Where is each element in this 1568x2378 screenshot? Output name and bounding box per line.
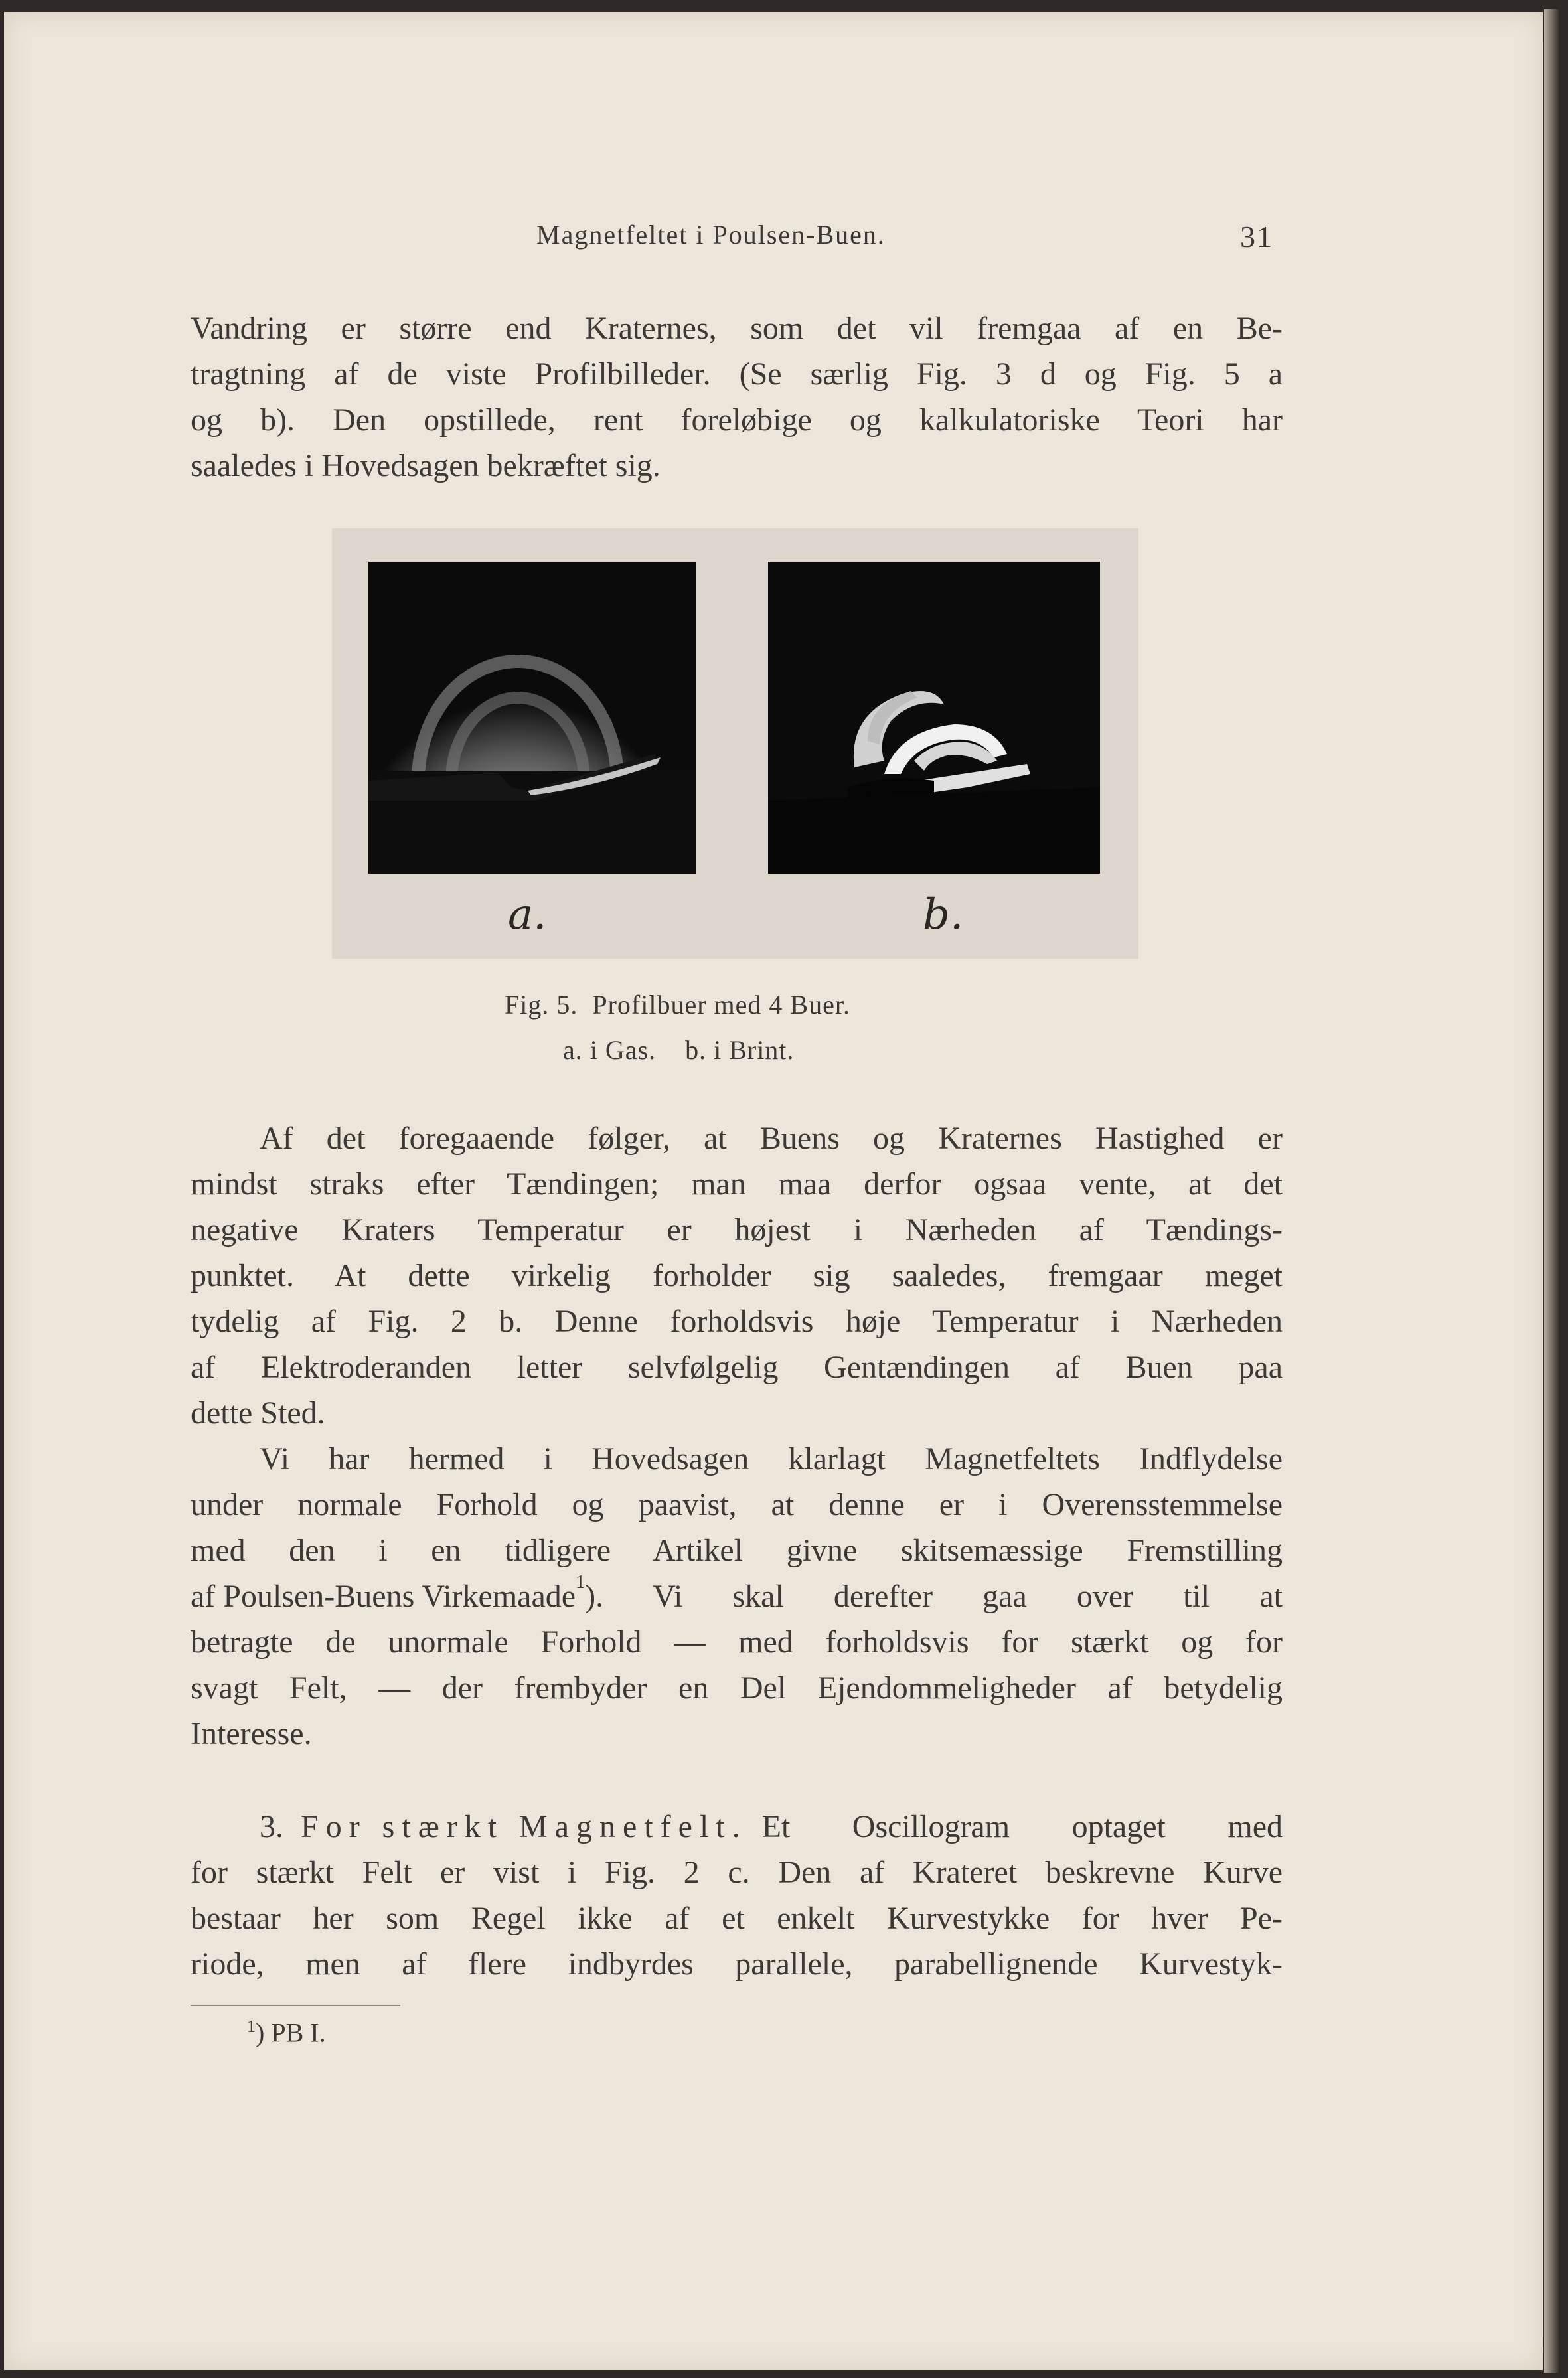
paragraph-line: Vi har hermed i Hovedsagen klarlagt Magnetfeltets Indflydelse — [260, 1441, 1283, 1476]
paragraph-line: punktet. At dette virkelig forholder sig saaledes, fremgaar meget — [191, 1258, 1283, 1293]
paragraph-line: og b). Den opstillede, rent foreløbige og kalkulatoriske Teori har — [191, 402, 1283, 437]
paragraph-line: svagt Felt, — der frembyder en Del Ejendommeligheder af betydelig — [191, 1670, 1283, 1705]
running-title: Magnetfeltet i Poulsen-Buen. — [536, 220, 886, 250]
footnote-reference[interactable]: 1 — [576, 1572, 586, 1593]
photo-b-hydrogen — [768, 562, 1100, 874]
footnote-rule — [191, 2005, 400, 2006]
paragraph-line: dette Sted. — [191, 1395, 325, 1431]
footnote-text: ) PB I. — [256, 2018, 326, 2048]
arc-profile-a — [368, 562, 696, 874]
paragraph-line: tragtning af de viste Profilbilleder. (Se særlig Fig. 3 d og Fig. 5 a — [191, 357, 1283, 392]
section-heading: For stærkt Magnetfelt. — [301, 1809, 747, 1844]
figure-label-a: a. — [508, 890, 547, 939]
figure-caption: Fig. 5. Profilbuer med 4 Buer. — [505, 990, 850, 1020]
footnote — [247, 2017, 326, 2048]
paragraph-line: saaledes i Hovedsagen bekræftet sig. — [191, 448, 661, 483]
page-number: 31 — [1240, 220, 1273, 254]
paragraph-line: mindst straks efter Tændingen; man maa derfor ogsaa vente, at det — [191, 1166, 1283, 1202]
paragraph-line: Af det foregaaende følger, at Buens og Kraternes Hastighed er — [260, 1121, 1283, 1156]
paragraph-line: tydelig af Fig. 2 b. Denne forholdsvis høje Temperatur i Nærheden — [191, 1304, 1283, 1339]
paragraph-line-with-footnote — [191, 1573, 1283, 1620]
arc-profile-b — [768, 562, 1100, 874]
paragraph-line: betragte de unormale Forhold — med forholdsvis for stærkt og for — [191, 1625, 1283, 1660]
section-3-first-line — [191, 1804, 1283, 1850]
figure-label-b: b. — [923, 890, 964, 939]
figure-5 — [332, 528, 1138, 959]
section-number: 3. — [260, 1809, 283, 1844]
page-edge — [1544, 9, 1559, 2373]
paragraph-line: under normale Forhold og paavist, at denne er i Overensstemmelse — [191, 1487, 1283, 1522]
paragraph-line: Vandring er større end Kraternes, som det vil fremgaa af en Be- — [191, 311, 1283, 346]
figure-subcaption: a. i Gas. b. i Brint. — [563, 1035, 795, 1065]
paragraph-line: riode, men af flere indbyrdes parallele, parabellignende Kurvestyk- — [191, 1946, 1283, 1982]
paragraph-text: af Poulsen-Buens Virkemaade — [191, 1579, 576, 1614]
paragraph-line: for stærkt Felt er vist i Fig. 2 c. Den af Krateret beskrevne Kurve — [191, 1855, 1283, 1890]
paragraph-line: negative Kraters Temperatur er højest i Nærheden af Tændings- — [191, 1212, 1283, 1247]
photo-a-gas — [368, 562, 696, 874]
paragraph-text: ). Vi skal derefter gaa over til at — [585, 1579, 1283, 1614]
footnote-marker: 1 — [247, 2017, 256, 2036]
paragraph-line: med den i en tidligere Artikel givne skitsemæssige Fremstilling — [191, 1533, 1283, 1568]
paragraph-line: Interesse. — [191, 1716, 312, 1751]
paragraph-line: af Elektroderanden letter selvfølgelig Gentændingen af Buen paa — [191, 1350, 1283, 1385]
paragraph-text: Et Oscillogram optaget med — [761, 1809, 1283, 1844]
paragraph-line: bestaar her som Regel ikke af et enkelt Kurvestykke for hver Pe- — [191, 1901, 1283, 1936]
